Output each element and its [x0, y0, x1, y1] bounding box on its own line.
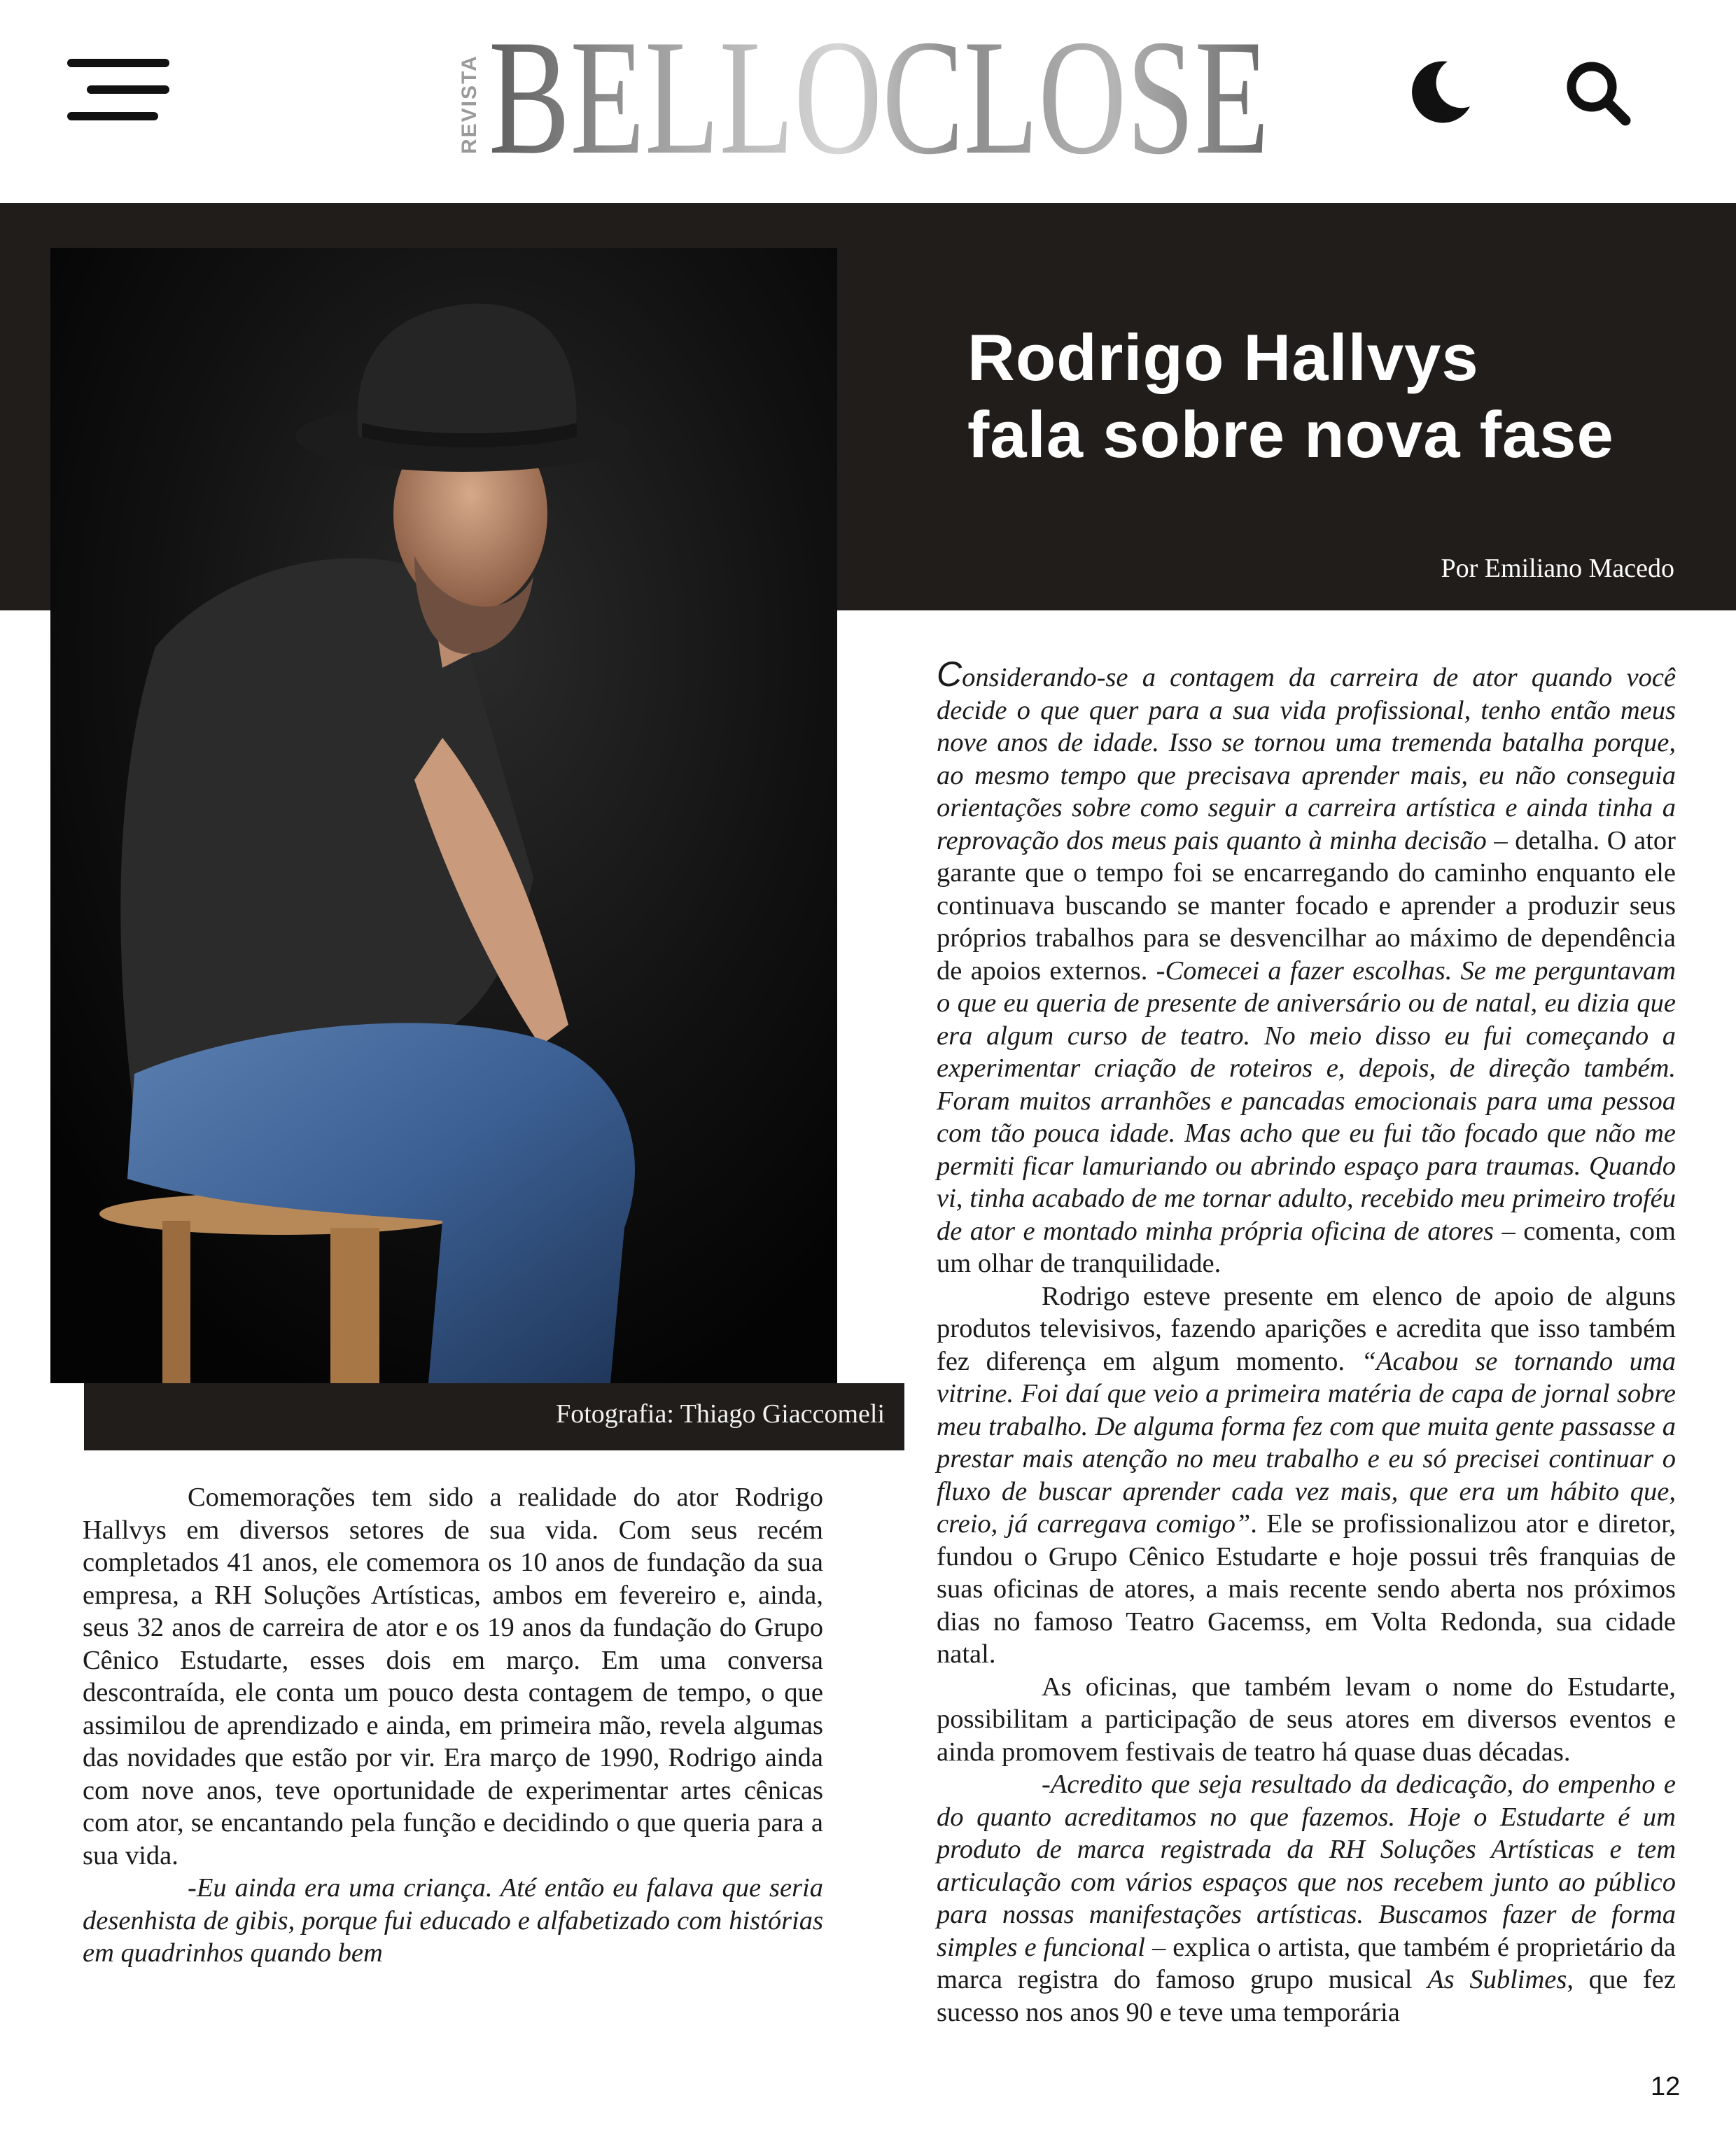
page-number: 12	[1651, 2072, 1681, 2101]
paragraph: Comemorações tem sido a realidade do ator Rodrigo Hallvys em diversos setores de sua vida. Com seus recém completados 41 anos, ele comemora os 10 anos de fundação da sua empresa, a RH Soluções Artísticas, ambos em fevereiro e, ainda, seus 32 anos de carreira de ator e os 19 anos da fundação do Grupo Cênico Estudarte, esses dois em março. Em uma conversa descontraída, ele conta um pouco desta contagem de tempo, o que assimilou de aprendizado e ainda, em primeira mão, revela algumas das novidades que estão por vir. Era março de 1990, Rodrigo ainda com nove anos, teve oportunidade de experimentar artes cênicas com ator, se encantando pela função e decidindo o que queria para a sua vida.	[83, 1483, 823, 1870]
belloclose-logo[interactable]	[458, 6, 1273, 189]
photo-caption: Fotografia: Thiago Giaccomeli	[556, 1399, 885, 1429]
logo-prefix: REVISTA	[458, 55, 481, 154]
drop-cap: C	[937, 654, 962, 694]
hamburger-menu-icon[interactable]	[67, 59, 169, 120]
paragraph: -Acredito que seja resultado da dedicação, do empenho e do quanto acreditamos no que fazemos. Hoje o Estudarte é um produto de marca registrada da RH Soluções Artísticas e tem articulação com vários espaços que nos recebem junto ao público para nossas manifestações artísticas. Buscamos fazer de forma simples e funcional – explica o artista, que também é proprietário da marca registra do famoso grupo musical As Sublimes, que fez sucesso nos anos 90 e teve uma temporária	[937, 1770, 1676, 2027]
title-line-2: fala sobre nova fase	[967, 398, 1614, 471]
paragraph: Considerando-se a contagem da carreira de ator quando você decide o que quer para a sua vida profissional, tenho então meus nove anos de idade. Isso se tornou uma tremenda batalha porque, ao mesmo tempo que precisava aprender mais, eu não conseguia orientações sobre como seguir a carreira artística e ainda tinha a reprovação dos meus pais quanto à minha decisão – detalha. O ator garante que o tempo foi se encarregando do caminho enquanto ele continuava buscando se manter focado e aprender a produzir seus próprios trabalhos para se desvencilhar ao máximo de dependência de apoios externos. -Comecei a fazer escolhas. Se me perguntavam o que eu queria de presente de aniversário ou de natal, eu dizia que era algum curso de teatro. No meio disso eu fui começando a experimentar criação de roteiros e, depois, de direção também. Foram muitos arranhões e pancadas emocionais para uma pessoa com tão pouca idade. Mas acho que eu fui tão focado que não me permiti ficar lamuriando ou abrindo espaço para traumas. Quando vi, tinha acabado de me tornar adulto, recebido meu primeiro troféu de ator e montado minha própria oficina de atores – comenta, com um olhar de tranquilidade.	[937, 654, 1676, 1278]
site-header	[0, 0, 1736, 203]
paragraph: Rodrigo esteve presente em elenco de apoio de alguns produtos televisivos, fazendo aparições e acredita que isso também fez diferença em algum momento. “Acabou se tornando uma vitrine. Foi daí que veio a primeira matéria de capa de jornal sobre meu trabalho. De alguma forma fez com que muita gente passasse a prestar mais atenção no meu trabalho e eu só precisei continuar o fluxo de buscar aprender cada vez mais, que era um hábito que, creio, já carregava comigo”. Ele se profissionalizou ator e diretor, fundou o Grupo Cênico Estudarte e hoje possui três franquias de suas oficinas de atores, a mais recente sendo aberta nos próximos dias no famoso Teatro Gacemss, em Volta Redonda, sua cidade natal.	[937, 1281, 1676, 1669]
article-photo	[50, 248, 837, 1383]
article-title	[967, 319, 1614, 473]
paragraph-quote: -Eu ainda era uma criança. Até então eu falava que seria desenhista de gibis, porque fui educado e alfabetizado com histórias em quadrinhos quando bem	[83, 1873, 823, 1968]
logo-text: BELLOCLOSE	[489, 6, 1269, 189]
article-byline: Por Emiliano Macedo	[1441, 554, 1674, 583]
search-icon[interactable]	[1564, 59, 1634, 129]
article-column-right	[937, 654, 1676, 2029]
paragraph: As oficinas, que também levam o nome do Estudarte, possibilitam a participação de seus atores em diversos eventos e ainda promovem festivais de teatro há quase duas décadas.	[937, 1672, 1676, 1767]
title-line-1: Rodrigo Hallvys	[967, 321, 1479, 394]
article-column-left	[83, 1481, 823, 1970]
photo-caption-bar	[84, 1383, 904, 1450]
moon-icon[interactable]	[1404, 56, 1474, 126]
